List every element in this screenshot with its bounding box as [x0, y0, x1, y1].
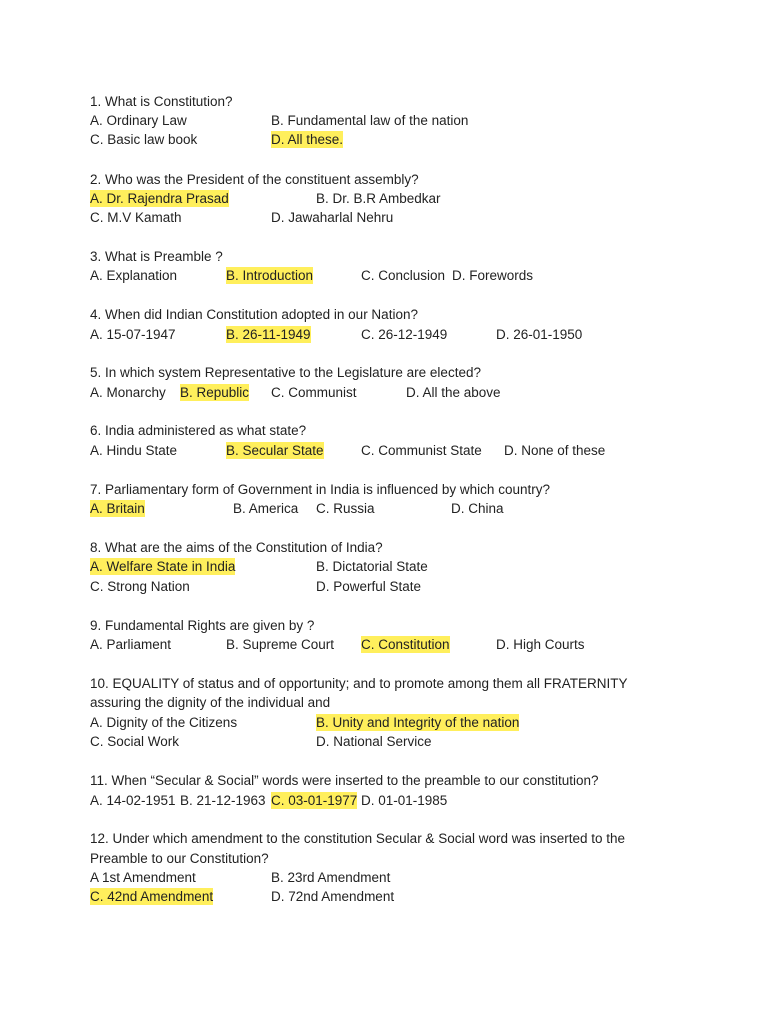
- option-c: C. Basic law book: [90, 132, 198, 147]
- option-b: B. Supreme Court: [226, 637, 335, 652]
- question-9: 9. Fundamental Rights are given by ?: [90, 618, 315, 633]
- question-7: 7. Parliamentary form of Government in India is influenced by which country?: [90, 482, 550, 497]
- option-a-highlighted: A. Welfare State in India: [90, 559, 236, 574]
- option-c-highlighted: C. Constitution: [361, 637, 450, 652]
- question-1: 1. What is Constitution?: [90, 94, 233, 109]
- question-10-continued: assuring the dignity of the individual and: [90, 695, 331, 710]
- option-a: A 1st Amendment: [90, 870, 196, 885]
- option-b: B. Fundamental law of the nation: [271, 113, 469, 128]
- option-d: D. China: [451, 501, 504, 516]
- option-a-highlighted: A. Dr. Rajendra Prasad: [90, 191, 229, 206]
- option-a: A. Parliament: [90, 637, 172, 652]
- option-c: C. Conclusion: [361, 268, 446, 283]
- option-c: C. 26-12-1949: [361, 327, 448, 342]
- option-d: D. 26-01-1950: [496, 327, 583, 342]
- option-b-highlighted: B. 26-11-1949: [226, 327, 311, 342]
- question-5: 5. In which system Representative to the Legislature are elected?: [90, 365, 481, 380]
- option-b-highlighted: B. Unity and Integrity of the nation: [316, 715, 520, 730]
- option-b-highlighted: B. Secular State: [226, 443, 324, 458]
- option-c: C. Russia: [316, 501, 375, 516]
- option-a: A. Ordinary Law: [90, 113, 187, 128]
- question-12-continued: Preamble to our Constitution?: [90, 851, 269, 866]
- option-b: B. Dictatorial State: [316, 559, 428, 574]
- option-b-highlighted: B. Introduction: [226, 268, 314, 283]
- option-d: D. 72nd Amendment: [271, 889, 395, 904]
- option-c-highlighted: C. 03-01-1977: [271, 793, 358, 808]
- option-b-highlighted: B. Republic: [180, 385, 250, 400]
- question-4: 4. When did Indian Constitution adopted in our Nation?: [90, 307, 418, 322]
- question-3: 3. What is Preamble ?: [90, 249, 223, 264]
- option-d: D. Forewords: [452, 268, 534, 283]
- option-c: C. Social Work: [90, 734, 180, 749]
- option-c-highlighted: C. 42nd Amendment: [90, 889, 214, 904]
- option-d: D. High Courts: [496, 637, 585, 652]
- question-2: 2. Who was the President of the constituent assembly?: [90, 172, 419, 187]
- question-10: 10. EQUALITY of status and of opportunity; and to promote among them all FRATERNITY: [90, 676, 628, 691]
- option-a: A. Monarchy: [90, 385, 166, 400]
- option-d: D. All the above: [406, 385, 501, 400]
- option-d: D. None of these: [504, 443, 606, 458]
- option-a: A. Dignity of the Citizens: [90, 715, 238, 730]
- question-12: 12. Under which amendment to the constitution Secular & Social word was inserted to the: [90, 831, 626, 846]
- option-c: C. Communist: [271, 385, 357, 400]
- option-d: D. 01-01-1985: [361, 793, 448, 808]
- option-a: A. Hindu State: [90, 443, 178, 458]
- option-b: B. Dr. B.R Ambedkar: [316, 191, 441, 206]
- option-a: A. Explanation: [90, 268, 178, 283]
- option-a-highlighted: A. Britain: [90, 501, 145, 516]
- question-11: 11. When “Secular & Social” words were inserted to the preamble to our constitution?: [90, 773, 599, 788]
- option-c: C. Communist State: [361, 443, 482, 458]
- option-b: B. America: [233, 501, 299, 516]
- option-a: A. 15-07-1947: [90, 327, 176, 342]
- option-b: B. 23rd Amendment: [271, 870, 391, 885]
- option-d: D. Jawaharlal Nehru: [271, 210, 394, 225]
- question-6: 6. India administered as what state?: [90, 423, 307, 438]
- option-a: A. 14-02-1951: [90, 793, 176, 808]
- option-c: C. M.V Kamath: [90, 210, 182, 225]
- option-b: B. 21-12-1963: [180, 793, 266, 808]
- question-8: 8. What are the aims of the Constitution of India?: [90, 540, 383, 555]
- option-d: D. Powerful State: [316, 579, 422, 594]
- option-d-highlighted: D. All these.: [271, 132, 344, 147]
- option-c: C. Strong Nation: [90, 579, 190, 594]
- option-d: D. National Service: [316, 734, 432, 749]
